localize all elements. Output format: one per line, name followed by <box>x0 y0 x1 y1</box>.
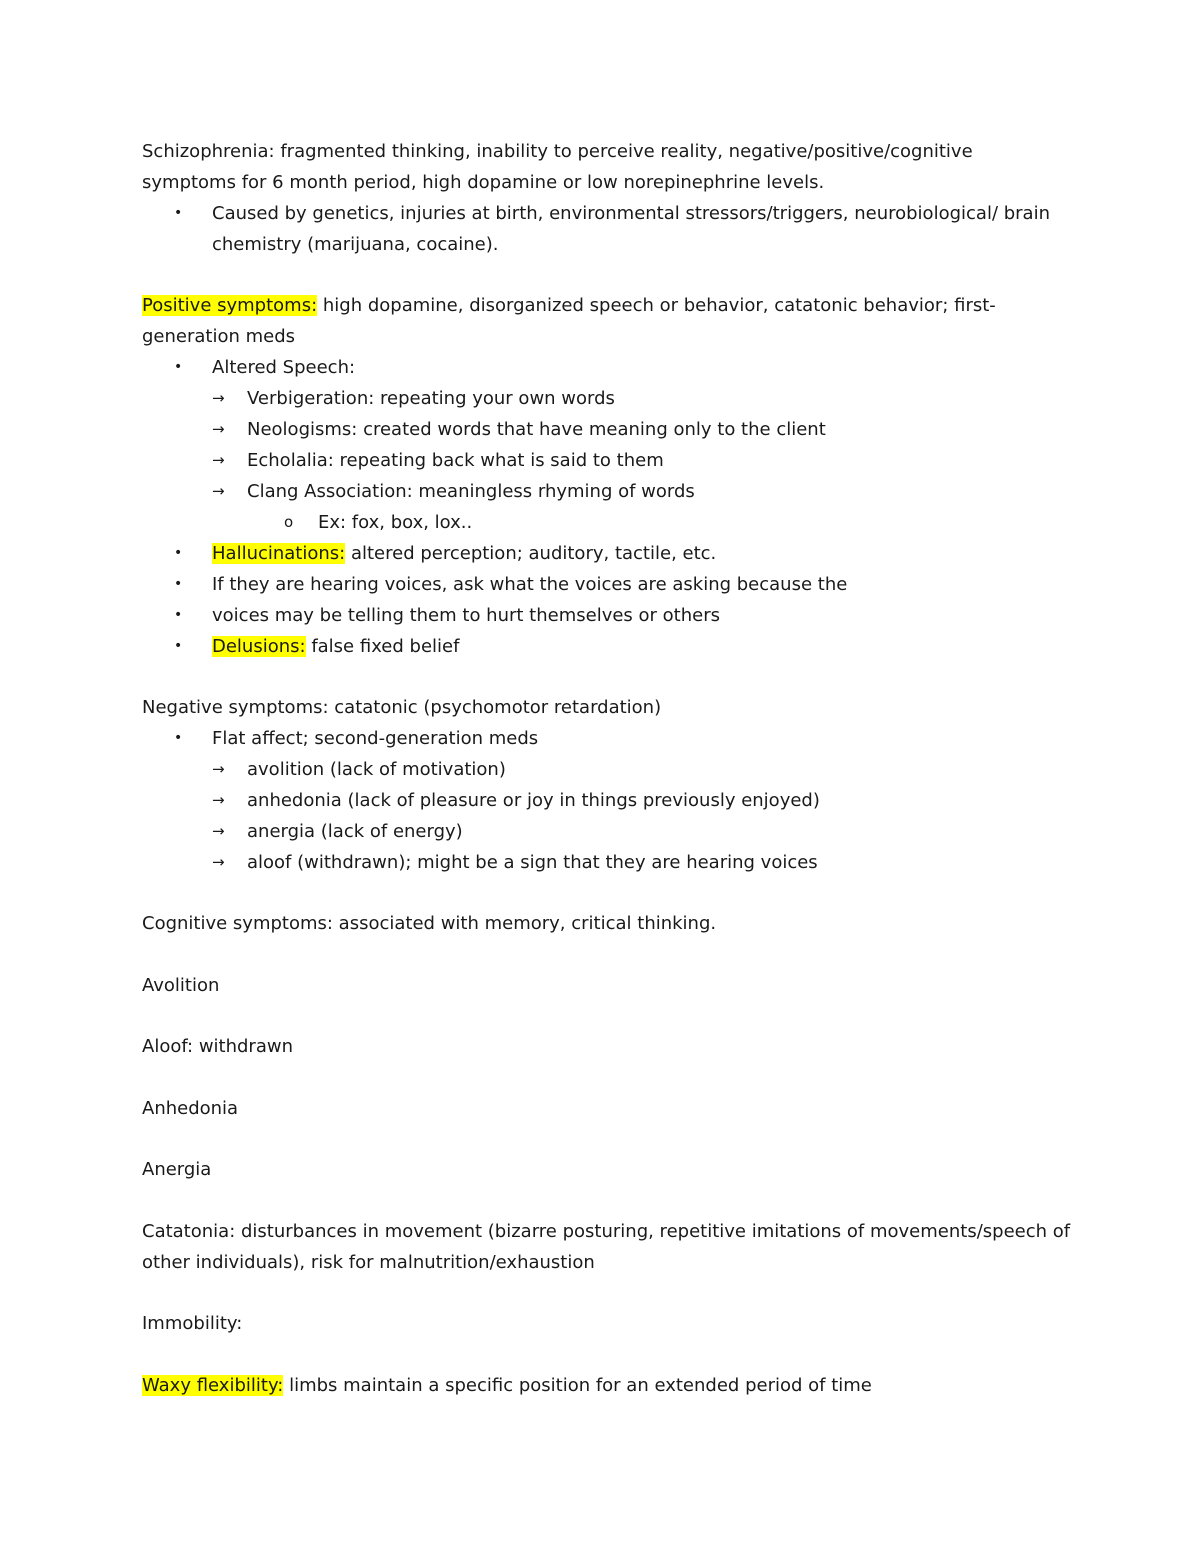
positive-symptoms-text: high dopamine, disorganized speech or behavior, catatonic behavior; first- <box>317 295 996 316</box>
spacer <box>142 939 1072 970</box>
cognitive-symptoms: Cognitive symptoms: associated with memory, critical thinking. <box>142 913 717 934</box>
arrow-icon: → <box>212 420 225 438</box>
bullet-icon: • <box>174 638 183 654</box>
delusions-text: false fixed belief <box>305 636 460 657</box>
spacer <box>142 260 1072 290</box>
term-anergia: Anergia <box>142 1159 212 1180</box>
voices-text: If they are hearing voices, ask what the voices are asking because the <box>212 574 848 595</box>
speech-item <box>142 476 1072 507</box>
spacer <box>142 1185 1072 1216</box>
speech-item-text: Echolalia: repeating back what is said to them <box>247 450 664 471</box>
voices-text: voices may be telling them to hurt themselves or others <box>212 605 720 626</box>
speech-item-text: Clang Association: meaningless rhyming of words <box>247 481 695 502</box>
causes-bullet <box>142 198 1072 260</box>
voices-bullet <box>142 600 1072 631</box>
voices-bullet <box>142 569 1072 600</box>
hallucinations-label: Hallucinations: <box>212 543 346 564</box>
arrow-icon: → <box>212 389 225 407</box>
clang-example-text: Ex: fox, box, lox.. <box>318 512 473 533</box>
arrow-icon: → <box>212 760 225 778</box>
term-avolition: Avolition <box>142 974 220 996</box>
document-page <box>142 136 1072 1401</box>
immobility-heading: Immobility: <box>142 1313 243 1334</box>
spacer <box>142 1339 1072 1370</box>
negative-symptoms-heading: Negative symptoms: catatonic (psychomotor retardation) <box>142 697 662 718</box>
clang-example <box>142 507 1072 538</box>
speech-item <box>142 414 1072 445</box>
speech-item <box>142 383 1072 414</box>
negative-item <box>142 785 1072 816</box>
arrow-icon: → <box>212 853 225 871</box>
positive-symptoms-line <box>142 290 1072 321</box>
negative-item-text: anergia (lack of energy) <box>247 821 463 842</box>
waxy-flexibility-text: limbs maintain a specific position for an extended period of time <box>283 1374 872 1396</box>
altered-speech-label: Altered Speech: <box>212 357 356 378</box>
bullet-icon: • <box>174 607 183 623</box>
speech-item <box>142 445 1072 476</box>
negative-item <box>142 847 1072 878</box>
circle-bullet-icon: o <box>284 513 294 531</box>
schizophrenia-intro: Schizophrenia: fragmented thinking, inability to perceive reality, negative/positive/cognitive symptoms for 6 month period, high dopamine or low norepinephrine levels. <box>142 141 973 193</box>
speech-item-text: Neologisms: created words that have meaning only to the client <box>247 419 826 440</box>
spacer <box>142 1062 1072 1093</box>
waxy-flexibility-label: Waxy flexibility: <box>142 1374 284 1396</box>
bullet-icon: • <box>174 730 183 746</box>
negative-item-text: anhedonia (lack of pleasure or joy in things previously enjoyed) <box>247 790 820 811</box>
negative-item-text: aloof (withdrawn); might be a sign that they are hearing voices <box>247 852 818 873</box>
spacer <box>142 1124 1072 1155</box>
arrow-icon: → <box>212 822 225 840</box>
arrow-icon: → <box>212 482 225 500</box>
arrow-icon: → <box>212 791 225 809</box>
delusions-label: Delusions: <box>212 636 306 657</box>
bullet-icon: • <box>174 205 183 221</box>
waxy-flexibility-line <box>142 1370 1072 1401</box>
term-anhedonia: Anhedonia <box>142 1097 239 1119</box>
flat-affect-bullet <box>142 723 1072 754</box>
speech-item-text: Verbigeration: repeating your own words <box>247 388 615 409</box>
bullet-icon: • <box>174 576 183 592</box>
altered-speech-bullet <box>142 352 1072 383</box>
spacer <box>142 1001 1072 1032</box>
delusions-bullet <box>142 631 1072 662</box>
positive-symptoms-line2: generation meds <box>142 326 296 347</box>
spacer <box>142 1278 1072 1309</box>
arrow-icon: → <box>212 451 225 469</box>
catatonia-line1: Catatonia: disturbances in movement (bizarre posturing, repetitive imitations of movements/speech of <box>142 1220 1071 1242</box>
negative-item <box>142 816 1072 847</box>
bullet-icon: • <box>174 359 183 375</box>
causes-text: Caused by genetics, injuries at birth, environmental stressors/triggers, neurobiological/ brain chemistry (marijuana, cocaine). <box>212 203 1050 255</box>
negative-item <box>142 754 1072 785</box>
spacer <box>142 878 1072 908</box>
hallucinations-bullet <box>142 538 1072 569</box>
positive-symptoms-label: Positive symptoms: <box>142 295 318 316</box>
hallucinations-text: altered perception; auditory, tactile, etc. <box>345 543 717 564</box>
spacer <box>142 662 1072 692</box>
negative-item-text: avolition (lack of motivation) <box>247 759 506 780</box>
bullet-icon: • <box>174 545 183 561</box>
flat-affect-text: Flat affect; second-generation meds <box>212 728 539 749</box>
term-aloof: Aloof: withdrawn <box>142 1036 293 1057</box>
catatonia-line2: other individuals), risk for malnutrition/exhaustion <box>142 1251 595 1273</box>
